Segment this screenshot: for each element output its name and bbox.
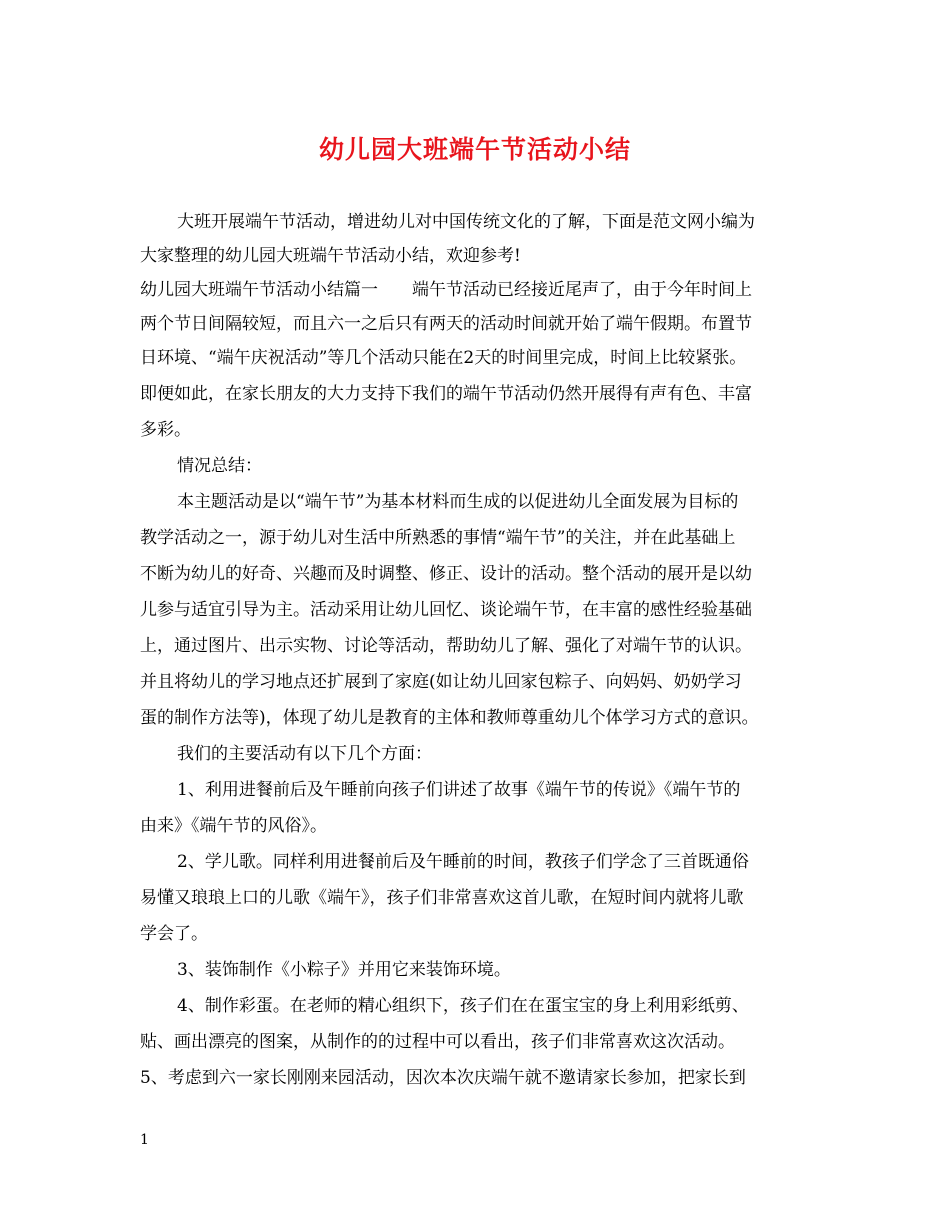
text-line: 5、考虑到六一家长刚刚来园活动，因次本次庆端午就不邀请家长参加，把家长到 <box>140 1068 746 1088</box>
text-line: 教学活动之一，源于幼儿对生活中所熟悉的事情“端午节”的关注，并在此基础上 <box>140 528 736 548</box>
text-line: 情况总结： <box>177 456 262 476</box>
document-title: 幼儿园大班端午节活动小结 <box>318 135 631 164</box>
text-line: 儿参与适宜引导为主。活动采用让幼儿回忆、谈论端午节，在丰富的感性经验基础 <box>140 600 752 620</box>
text-line: 大班开展端午节活动，增进幼儿对中国传统文化的了解，下面是范文网小编为 <box>177 212 755 232</box>
text-line: 蛋的制作方法等)，体现了幼儿是教育的主体和教师尊重幼儿个体学习方式的意识。 <box>140 708 759 728</box>
text-line: 并且将幼儿的学习地点还扩展到了家庭(如让幼儿回家包粽子、向妈妈、奶奶学习 <box>140 672 742 692</box>
text-line: 贴、画出漂亮的图案，从制作的的过程中可以看出，孩子们非常喜欢这次活动。 <box>140 1032 735 1052</box>
text-line: 4、制作彩蛋。在老师的精心组织下，孩子们在在蛋宝宝的身上利用彩纸剪、 <box>177 996 749 1016</box>
text-line: 大家整理的幼儿园大班端午节活动小结，欢迎参考! <box>140 246 521 266</box>
text-line: 上，通过图片、出示实物、讨论等活动，帮助幼儿了解、强化了对端午节的认识。 <box>140 636 752 656</box>
text-line: 3、装饰制作《小粽子》并用它来装饰环境。 <box>177 960 511 980</box>
text-line: 即便如此，在家长朋友的大力支持下我们的端午节活动仍然开展得有声有色、丰富 <box>140 384 752 404</box>
text-line: 1、利用进餐前后及午睡前向孩子们讲述了故事《端午节的传说》《端午节的 <box>177 780 741 800</box>
text-line: 易懂又琅琅上口的儿歌《端午》，孩子们非常喜欢这首儿歌，在短时间内就将儿歌 <box>140 888 744 908</box>
text-line: 由来》《端午节的风俗》。 <box>140 816 327 836</box>
text-line: 不断为幼儿的好奇、兴趣而及时调整、修正、设计的活动。整个活动的展开是以幼 <box>140 564 752 584</box>
text-line: 日环境、“端午庆祝活动”等几个活动只能在2天的时间里完成，时间上比较紧张。 <box>140 348 747 368</box>
text-line: 我们的主要活动有以下几个方面： <box>177 744 432 764</box>
text-line: 两个节日间隔较短，而且六一之后只有两天的活动时间就开始了端午假期。布置节 <box>140 314 752 334</box>
text-line: 幼儿园大班端午节活动小结篇一 端午节活动已经接近尾声了，由于今年时间上 <box>140 280 752 300</box>
text-line: 学会了。 <box>140 924 208 944</box>
text-line: 本主题活动是以“端午节”为基本材料而生成的以促进幼儿全面发展为目标的 <box>177 492 739 512</box>
page-number: 1 <box>140 1132 149 1148</box>
text-line: 多彩。 <box>140 420 191 440</box>
text-line: 2、学儿歌。同样利用进餐前后及午睡前的时间，教孩子们学念了三首既通俗 <box>177 852 749 872</box>
